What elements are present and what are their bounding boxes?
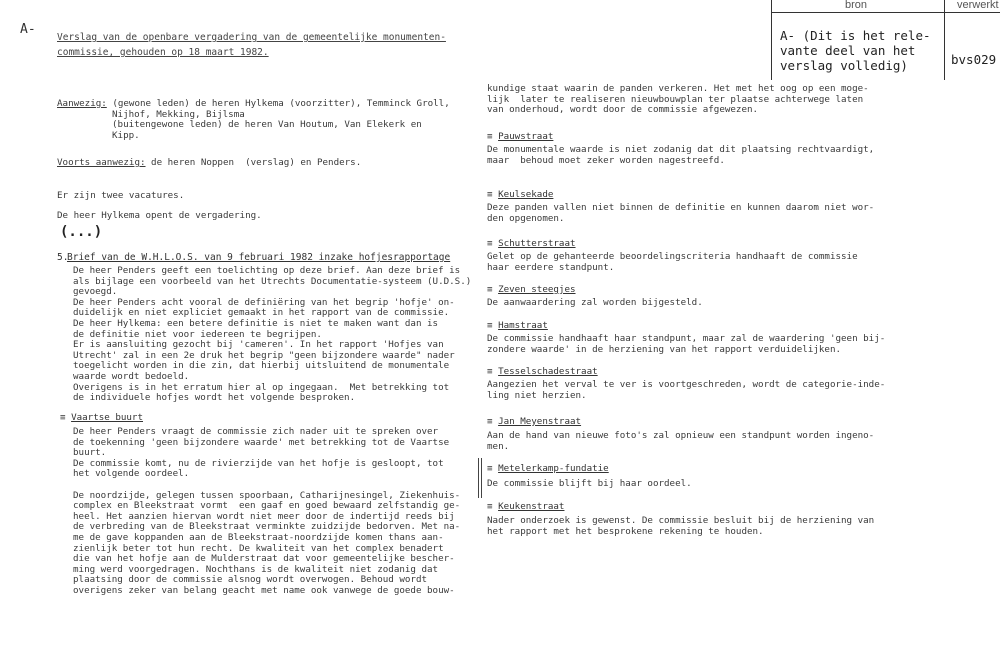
table-rule-left [771,0,772,80]
section-heading-keulsekade: ≡ Keulsekade [487,189,554,200]
section-heading-zeven-steegjes: ≡ Zeven steegjes [487,284,576,295]
column-header-bron: bron [845,0,868,11]
source-note: A- (Dit is het rele- vante deel van het verslag volledig) [780,28,931,73]
section-body-metelerkamp-fundatie: De commissie blijft bij haar oordeel. [487,478,692,489]
source-code: bvs029 [951,52,997,67]
continuation-text: kundige staat waarin de panden verkeren. Het met het oog op een moge- lijk later te realiseren nieuwbouwplan ter plaatse achterwege laten van onderhoud, wordt door de commissie afgewezen. [487,83,869,116]
corner-mark: A- [20,22,36,37]
vaartse-body: De heer Penders vraagt de commissie zich nader uit te spreken over de toekenning 'geen bijzondere waarde' met betrekking tot de Vaartse buurt. De commissie komt, nu de rivierzijde van het hofje is gesloopt, tot het volgende oordeel. De noordzijde, gelegen tussen spoorbaan, Catharijnesingel, Ziekenhuis- complex en Bleekstraat vormt een gaaf en goed bewaard zelfstandig ge- heel. Het aanzien hiervan wordt niet meer door de indertijd reeds bij de verbreding van de Bleekstraat verminkte zuidzijde bedorven. Met na- me de gave koppanden aan de Bleekstraat-noordzijde komen thans aan- zienlijk beter tot hun recht. De kwaliteit van het complex benadert die van het hofje aan de Mulderstraat dat voor gemeentelijke bescher- ming werd voorgedragen. Nochthans is de kwaliteit niet zodanig dat plaatsing door de commissie alsnog wordt overwogen. Behoud wordt overigens zeker van belang geacht met name ook vanwege de goede bouw- [73,426,461,596]
column-header-verwerkt: verwerkt [957,0,999,11]
section-body-tesselschadestraat: Aangezien het verval te ver is voortgeschreden, wordt de categorie-inde- ling niet herzien. [487,379,886,401]
ellipsis: (...) [60,224,103,240]
section-heading-tesselschadestraat: ≡ Tesselschadestraat [487,366,598,377]
section-body-jan-meyenstraat: Aan de hand van nieuwe foto's zal opnieuw een standpunt worden ingeno- men. [487,430,875,452]
section-body-zeven-steegjes: De aanwaardering zal worden bijgesteld. [487,297,703,308]
attendees-block: Aanwezig: (gewone leden) de heren Hylkema (voorzitter), Temminck Groll, Nijhof, Mekking, Bijlsma (buitengewone leden) de heren Van Houtum, Van Elekerk en Kipp. [57,98,450,141]
section-heading-schutterstraat: ≡ Schutterstraat [487,238,576,249]
section-heading-pauwstraat: ≡ Pauwstraat [487,131,554,142]
section-body-hamstraat: De commissie handhaaft haar standpunt, maar zal de waardering 'geen bij- zondere waarde' in de herziening van het rapport verduidelijken. [487,333,886,355]
section-heading-keukenstraat: ≡ Keukenstraat [487,501,565,512]
margin-mark-line-second [481,458,482,498]
also-present-label: Voorts aanwezig: [57,157,146,168]
item-title: Brief van de W.H.L.O.S. van 9 februari 1982 inzake hofjesrapportage [67,252,451,263]
item-body: De heer Penders geeft een toelichting op deze brief. Aan deze brief is als bijlage een voorbeeld van het Utrechts Documentatie-systeem (U.D.S.) gevoegd. De heer Penders acht vooral de definiëring van het begrip 'hofje' on- duidelijk en niet expliciet gemaakt in het rapport van de commissie. De heer Hylkema: een betere definitie is niet te maken want dan is de definitie niet voor iedereen te begrijpen. Er is aansluiting gezocht bij 'cameren'. In het rapport 'Hofjes van Utrecht' zal in een 2e druk het begrip "geen bijzondere waarde" nader toegelicht worden in die zin, dat hierbij uitsluitend de monumentale waarde wordt bedoeld. Overigens is in het erratum hier al op ingegaan. Met betrekking tot de individuele hofjes wordt het volgende besproken. [73,265,472,404]
table-rule-middle [944,0,945,80]
opening-line: De heer Hylkema opent de vergadering. [57,210,262,221]
section-body-keulsekade: Deze panden vallen niet binnen de definitie en kunnen daarom niet wor- den opgenomen. [487,202,875,224]
margin-mark-line [478,458,479,498]
document-title: Verslag van de openbare vergadering van de gemeentelijke monumenten- commissie, gehouden op 18 maart 1982. [57,32,446,58]
section-body-pauwstraat: De monumentale waarde is niet zodanig dat dit plaatsing rechtvaardigt, maar behoud moet zeker worden nagestreefd. [487,144,875,166]
also-present: Voorts aanwezig: de heren Noppen (verslag) en Penders. [57,157,362,168]
section-heading-vaartse-buurt: ≡ Vaartse buurt [60,412,143,423]
attendees-label: Aanwezig: [57,98,107,109]
section-body-keukenstraat: Nader onderzoek is gewenst. De commissie besluit bij de herziening van het rapport met het besprokene rekening te houden. [487,515,875,537]
vacancies-line: Er zijn twee vacatures. [57,190,185,201]
table-rule-top [771,12,1000,13]
section-heading-hamstraat: ≡ Hamstraat [487,320,548,331]
item-number: 5. [57,252,69,263]
section-heading-metelerkamp-fundatie: ≡ Metelerkamp-fundatie [487,463,609,474]
section-heading-jan-meyenstraat: ≡ Jan Meyenstraat [487,416,582,427]
section-body-schutterstraat: Gelet op de gehanteerde beoordelingscriteria handhaaft de commissie haar eerdere standpunt. [487,251,858,273]
